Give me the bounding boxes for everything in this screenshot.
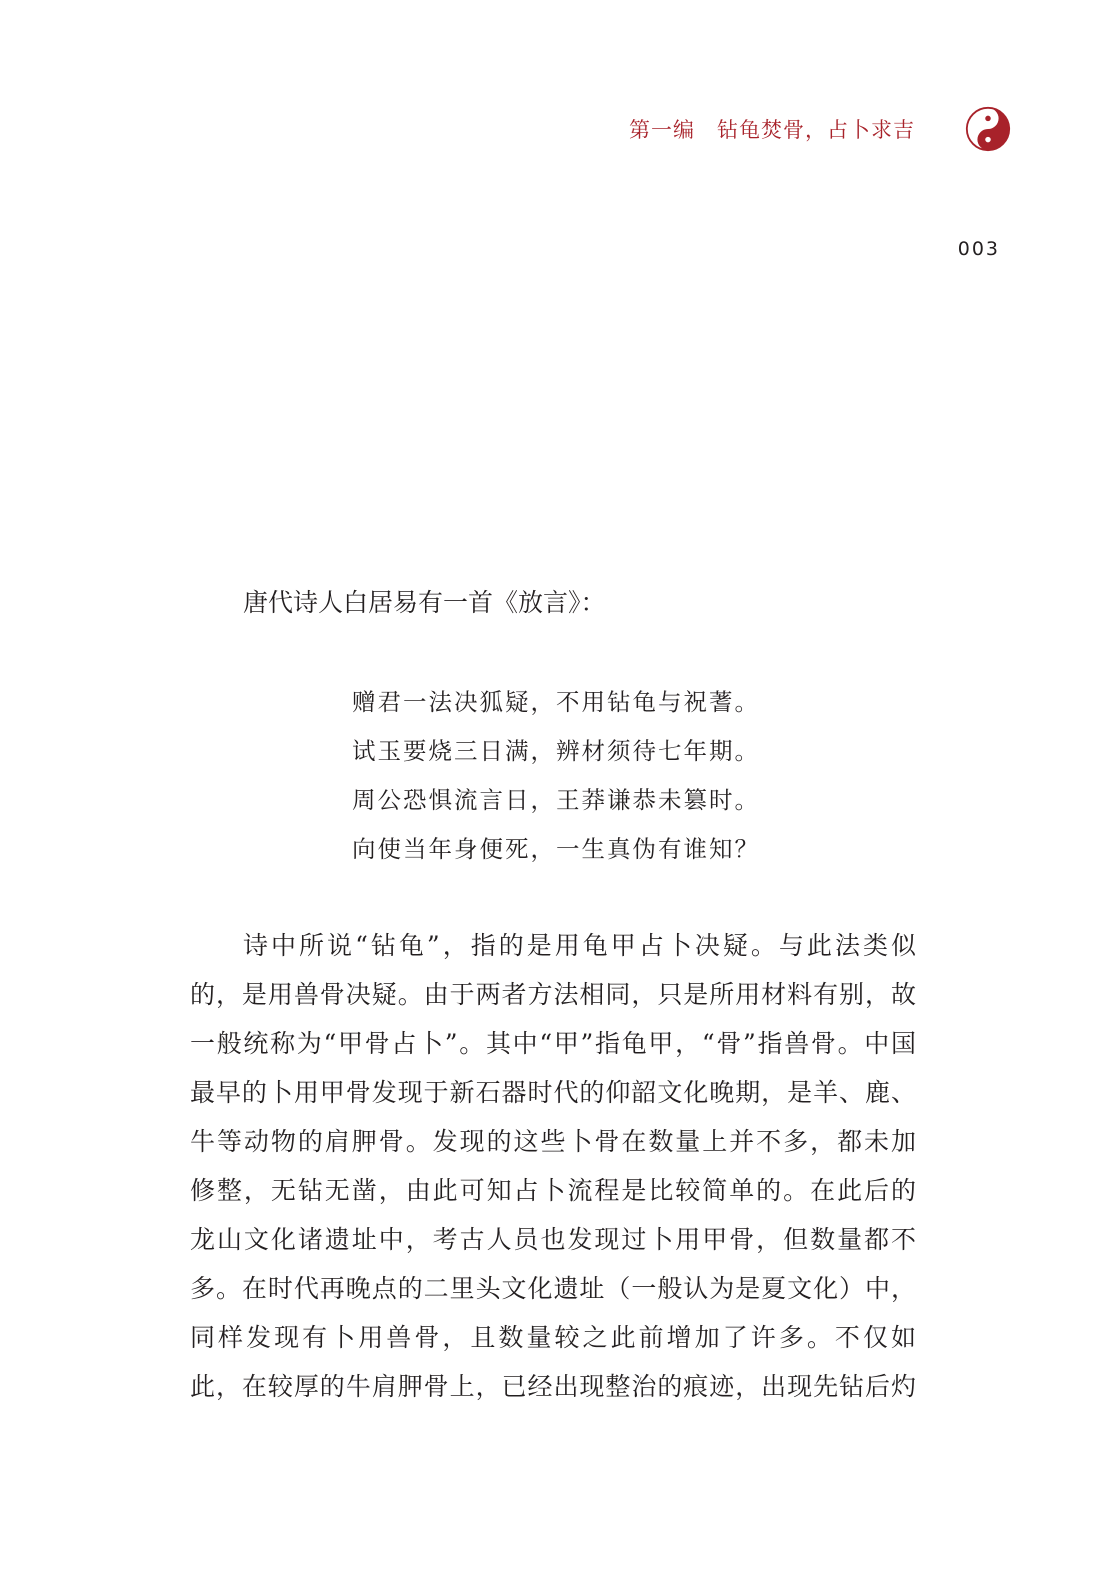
text-line: 诗中所说“钻龟”，指的是用龟甲占卜决疑。与此法类似 xyxy=(243,931,916,960)
text-line: 最早的卜用甲骨发现于新石器时代的仰韶文化晚期，是羊、鹿、 xyxy=(190,1078,916,1107)
poem-line: 试玉要烧三日满，辨材须待七年期。 xyxy=(352,737,760,765)
text-line: 此，在较厚的牛肩胛骨上，已经出现整治的痕迹，出现先钻后灼 xyxy=(190,1372,916,1401)
poem-line: 周公恐惧流言日，王莽谦恭未篡时。 xyxy=(352,786,760,814)
body-paragraph xyxy=(190,921,916,1411)
chapter-title: 钻龟焚骨，占卜求吉 xyxy=(717,118,915,142)
text-line: 牛等动物的肩胛骨。发现的这些卜骨在数量上并不多，都未加 xyxy=(190,1127,916,1156)
poem-line: 向使当年身便死，一生真伪有谁知？ xyxy=(352,835,760,863)
poem-block xyxy=(352,678,760,874)
part-label: 第一编 xyxy=(629,118,695,142)
text-line: 多。在时代再晚点的二里头文化遗址（一般认为是夏文化）中， xyxy=(190,1274,916,1303)
text-line: 一般统称为“甲骨占卜”。其中“甲”指龟甲，“骨”指兽骨。中国 xyxy=(190,1029,916,1058)
running-header xyxy=(0,112,1100,152)
poem-line: 赠君一法决狐疑，不用钻龟与祝蓍。 xyxy=(352,688,760,716)
intro-paragraph: 唐代诗人白居易有一首《放言》： xyxy=(243,588,606,617)
text-line: 同样发现有卜用兽骨，且数量较之此前增加了许多。不仅如 xyxy=(190,1323,916,1352)
yin-yang-icon xyxy=(965,106,1011,152)
page-number: 003 xyxy=(957,238,1000,260)
chapter-label xyxy=(629,114,915,144)
text-line: 龙山文化诸遗址中，考古人员也发现过卜用甲骨，但数量都不 xyxy=(190,1225,916,1254)
text-line: 的，是用兽骨决疑。由于两者方法相同，只是所用材料有别，故 xyxy=(190,980,916,1009)
text-line: 修整，无钻无凿，由此可知占卜流程是比较简单的。在此后的 xyxy=(190,1176,916,1205)
